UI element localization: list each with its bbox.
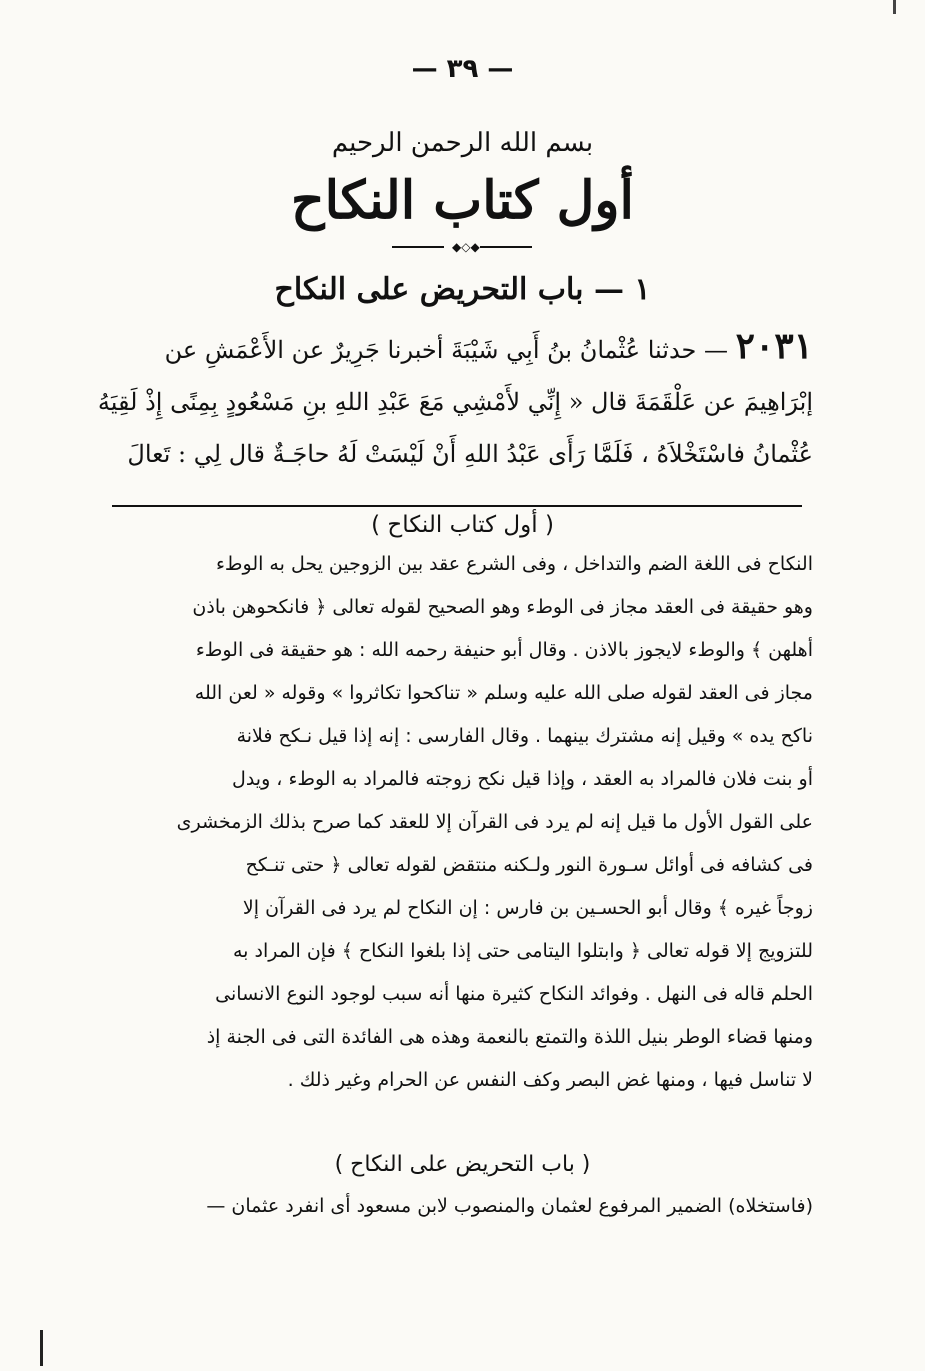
basmala: بسم الله الرحمن الرحيم — [331, 128, 594, 158]
commentary-line: الحلم قاله فى النهل . وفوائد النكاح كثيرة منها أنه سبب لوجود النوع الانسانى — [215, 983, 813, 1005]
commentary-line: ومنها قضاء الوطر بنيل اللذة والتمتع بالنعمة وهذه هى الفائدة التى فى الجنة إذ — [206, 1026, 813, 1048]
hadith-line: عُثْمانُ فاسْتَخْلاَهُ ، فَلَمَّا رَأَى عَبْدُ اللهِ أَنْ لَيْسَتْ لَهُ حاجَـةٌ قال لِي : تَعالَ — [127, 440, 813, 468]
commentary-line: زوجاً غيره ﴾ وقال أبو الحسـين بن فارس : إن النكاح لم يرد فى القرآن إلا — [242, 897, 813, 919]
title-ornament: ◆◇◆ — [392, 240, 532, 254]
hadith-text: — حدثنا عُثْمانُ بنُ أَبِي شَيْبَةَ أخبرنا جَرِيرٌ عن الأَعْمَشِ عن — [164, 336, 729, 364]
commentary-line: وهو حقيقة فى العقد مجاز فى الوطء وهو الصحيح لقوله تعالى ﴿ فانكحوهن باذن — [192, 596, 813, 618]
margin-mark — [40, 1330, 43, 1366]
hadith-line — [113, 325, 813, 367]
chapter-title: ١ — باب التحريض على النكاح — [274, 272, 651, 307]
commentary-note: (فاستخلاه) الضمير المرفوع لعثمان والمنصوب لابن مسعود أى انفرد عثمان — — [206, 1195, 813, 1217]
commentary-line: فى كشافه فى أوائل سـورة النور ولـكنه منتقض لقوله تعالى ﴿ حتى تنـكح — [245, 854, 813, 876]
commentary-line: مجاز فى العقد لقوله صلى الله عليه وسلم « تناكحوا تكاثروا » وقوله « لعن الله — [194, 682, 813, 704]
commentary-line: على القول الأول ما قيل إنه لم يرد فى القرآن إلا للعقد كما صرح بذلك الزمخشرى — [176, 811, 813, 833]
commentary-line: أهلهن ﴾ والوطء لايجوز بالاذن . وقال أبو حنيفة رحمه الله : هو حقيقة فى الوطء — [195, 639, 813, 661]
commentary-heading: ( أول كتاب النكاح ) — [371, 512, 554, 538]
page-edge-mark — [893, 0, 896, 14]
section-divider — [112, 505, 802, 507]
chapter-subheading: ( باب التحريض على النكاح ) — [334, 1152, 591, 1177]
commentary-line: ناكح يده » وقيل إنه مشترك بينهما . وقال الفارسى : إنه إذا قيل نـكح فلانة — [236, 725, 813, 747]
book-title: أول كتاب النكاح — [291, 170, 634, 231]
commentary-line: النكاح فى اللغة الضم والتداخل ، وفى الشرع عقد بين الزوجين يحل به الوطء — [216, 553, 813, 575]
commentary-line: أو بنت فلان فالمراد به العقد ، وإذا قيل نكح زوجته فالمراد به الوطء ، ويدل — [232, 768, 813, 790]
commentary-line: لا تناسل فيها ، ومنها غض البصر وكف النفس عن الحرام وغير ذلك . — [287, 1069, 813, 1091]
hadith-line: إبْرَاهِيمَ عن عَلْقَمَةَ قال « إِنِّي لأَمْشِي مَعَ عَبْدِ اللهِ بنِ مَسْعُودٍ بِمِنًى إِذْ لَقِيَهُ — [97, 388, 813, 416]
commentary-line: للتزويج إلا قوله تعالى ﴿ وابتلوا اليتامى حتى إذا بلغوا النكاح ﴾ فإن المراد به — [233, 940, 813, 962]
page-number: — ٣٩ — — [411, 54, 514, 84]
hadith-number: ٢٠٣١ — [735, 325, 813, 367]
